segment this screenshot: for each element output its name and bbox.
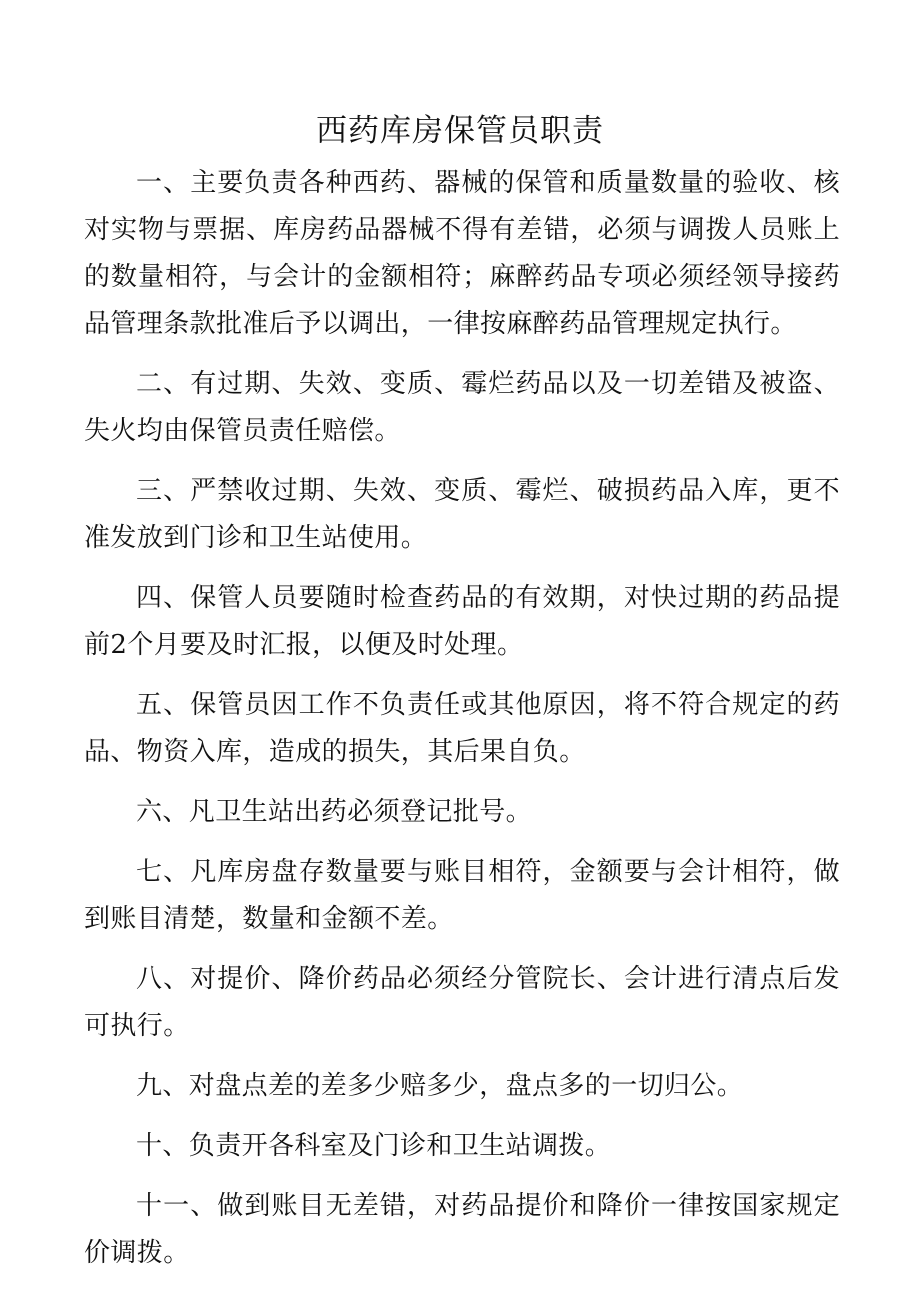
clause-10: 十、负责开各科室及门诊和卫生站调拨。 [136, 1131, 612, 1161]
clause-9: 九、对盘点差的差多少赔多少，盘点多的一切归公。 [136, 1071, 744, 1101]
clause-5: 五、保管员因工作不负责任或其他原因，将不符合规定的药品、物资入库，造成的损失，其后果自负。 [84, 690, 840, 767]
clause-11: 十一、做到账目无差错，对药品提价和降价一律按国家规定价调拨。 [84, 1191, 840, 1268]
clause-6: 六、凡卫生站出药必须登记批号。 [136, 797, 533, 827]
clause-8: 八、对提价、降价药品必须经分管院长、会计进行清点后发可执行。 [84, 964, 840, 1041]
document-title: 西药库房保管员职责 [316, 113, 604, 149]
clause-4: 四、保管人员要随时检查药品的有效期，对快过期的药品提前2个月要及时汇报，以便及时处理。 [84, 583, 840, 660]
document-body [84, 160, 840, 1290]
clause-2: 二、有过期、失效、变质、霉烂药品以及一切差错及被盗、失火均由保管员责任赔偿。 [84, 369, 840, 446]
clause-1: 一、主要负责各种西药、器械的保管和质量数量的验收、核对实物与票据、库房药品器械不得有差错，必须与调拨人员账上的数量相符，与会计的金额相符；麻醉药品专项必须经领导接药品管理条款批准后予以调出，一律按麻醉药品管理规定执行。 [84, 168, 840, 339]
clause-7: 七、凡库房盘存数量要与账目相符，金额要与会计相符，做到账目清楚，数量和金额不差。 [84, 857, 840, 934]
clause-3: 三、严禁收过期、失效、变质、霉烂、破损药品入库，更不准发放到门诊和卫生站使用。 [84, 476, 840, 553]
